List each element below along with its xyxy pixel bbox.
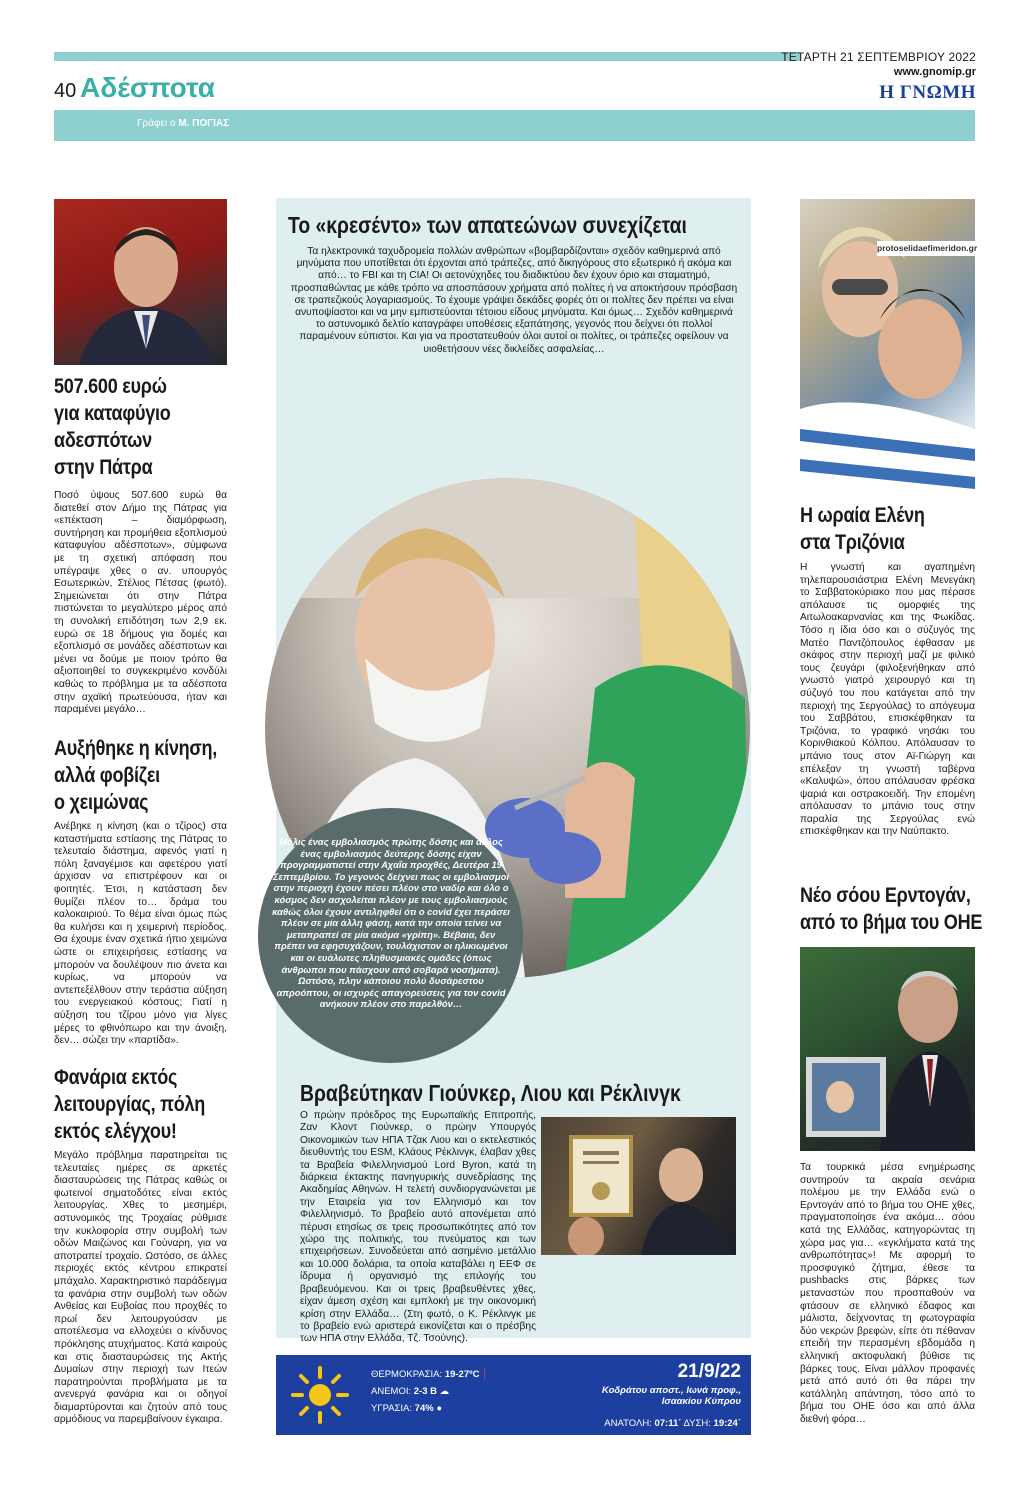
humidity-label: ΥΓΡΑΣΙΑ:: [371, 1403, 413, 1414]
stray-shelter-body: Ποσό ύψους 507.600 ευρώ θα διατεθεί στον Δήμο της Πάτρας για «επέκταση – διαμόρφωση, συντήρηση και προμήθεια εξοπλισμού καταφυγίου αδέσποτων», σύμφωνα με τη σχετική απόφαση που υπέγραψε χθες ο αν. υπουργός Εσωτερικών, Στέλιος Πέτσας (φωτό). Σημειώνεται ότι στην Πάτρα πιστώνεται το μεγαλύτερο μέρος από τη συνολική επιδότηση των 2,9 εκ. ευρώ σε 18 δήμους για δομές και εξοπλισμό σε μονάδες αδέσποτων και μένει να δούμε με ποιον τρόπο θα αξιοποιηθεί το συγκεκριμένο κονδύλι καθώς το πρόβλημα με τα αδέσποτα στην αχαϊκή πρωτεύουσα, ήταν και παραμένει μεγάλο…: [54, 490, 227, 716]
headline-line: 507.600 ευρώ: [54, 375, 167, 398]
awards-body-text: Ο πρώην πρόεδρος της Ευρωπαϊκής Επιτροπής, Ζαν Κλοντ Γιούνκερ, ο πρώην Υπουργός Οικονομικών των ΗΠΑ Τζακ Λιου και ο εκτελεστικός διευθυντής του ESM, Κλάους Ρέκλινγκ, έλαβαν χθες τα Βραβεία Φιλελληνισμού Lord Byron, κατά τη διάρκεια έκτακτης πανηγυρικής συνεδρίασης της Ακαδημίας Αθηνών. Η τελετή συνδιοργανώνεται με την Εταιρεία για τον Ελληνισμό και τον Φιλελληνισμό. Το βραβείο αυτό απονέμεται από πέρυσι ετησίως σε τρεις προσωπικότητες από τον χώρο της πολιτικής, του πνεύματος και των επιχειρήσεων. Συνοδεύεται από ασημένιο μετάλλιο και 10.000 δολάρια, τα οποία καταβάλει η ΕΕΦ σε ίδρυμα ή οργανισμό της επιλογής του βραβευόμενου. Και οι τρεις βραβευθέντες χθες, είχαν άμεση σχέση και εμπλοκή με την οικονομική κρίση στην Ελλάδα… (Στη φωτό, ο Κ. Ρέκλινγκ με το βραβείο ενώ αριστερά εικονίζεται και ο πρέσβης των ΗΠΑ στην Ελλάδα, Τζ. Τσούνης).: [300, 1110, 536, 1345]
scam-body: Τα ηλεκτρονικά ταχυδρομεία πολλών ανθρώπων «βομβαρδίζονται» σχεδόν καθημερινά από μηνύματα που υποτίθεται ότι έρχονται από τράπεζες, από δικηγόρους στο εξωτερικό ή ακόμα και από… το FBI και τη CIA! Οι αετονύχηδες του διαδικτύου δεν έχουν όριο και σταματημό, προσπαθώντας με κάθε τρόπο να αποσπάσουν χρήματα από πολίτες ή να αποκτήσουν πρόσβαση σε τραπεζικούς λογαριασμούς. Το έχουμε γράψει δεκάδες φορές ότι οι πολίτες δεν πρέπει να είναι ανυποψίαστοι και να μην εμπιστεύονται τέτοιου είδους μηνύματα. Και όμως… Σχεδόν καθημερινά το αστυνομικό δελτίο καταγράφει υποθέσεις εξαπάτησης, γεγονός που δείχνει ότι πολλοί παραμένουν εύπιστοι. Και για να προστατευθούν όλοι αυτοί οι πολίτες, οι τράπεζες οφείλουν να υιοθετήσουν νέες δικλείδες ασφαλείας…: [290, 246, 738, 355]
scam-headline: Το «κρεσέντο» των απατεώνων συνεχίζεται: [288, 212, 687, 238]
headline-line: εκτός ελέγχου!: [54, 1120, 177, 1143]
headline-line: στα Τριζόνια: [800, 531, 905, 554]
byline-author: Μ. ΠΟΓΙΑΣ: [178, 118, 230, 129]
section-title: Αδέσποτα: [80, 72, 215, 103]
temperature-value: 19-27ºC: [444, 1369, 480, 1380]
traffic-lights-body: Μεγάλο πρόβλημα παρατηρείται τις τελευταίες ημέρες σε αρκετές διασταυρώσεις της Πάτρας καθώς οι φωτεινοί σηματοδότες είναι εκτός λειτουργίας. Χθες το μεσημέρι, αστυνομικός της Τροχαίας ρύθμισε την κυκλοφορία στην συμβολή των οδών Μαιζώνος και Γούναρη, για να αποτραπεί τροχαίο. Ωστόσο, σε άλλες περιοχές εκτός κέντρου επικρατεί μπάχαλο. Χαρακτηριστικό παράδειγμα τα φανάρια στην συμβολή των οδών Ανθείας και Ευβοίας που προχθές το πρωί δεν λειτουργούσαν με αποτέλεσμα να ελλοχεύει ο κίνδυνος πρόκλησης ατυχήματος. Κατά καιρούς και στις διασταυρώσεις της Ακτής Δυμαίων στην περιοχή των Ιτεών παρατηρούνται προβλήματα με τα ανενεργά φανάρια και οι οδηγοί διαμαρτύρονται και ζητούν από τους αρμόδιους να παρεμβαίνουν έγκαιρα.: [54, 1150, 227, 1426]
traffic-body: Ανέβηκε η κίνηση (και ο τζίρος) στα καταστήματα εστίασης της Πάτρας το τελευταίο διάστημα, αφενός γιατί η πόλη ξαναγέμισε και αφετέρου γιατί άρχισαν να επιστρέφουν και οι φοιτητές. Έτσι, η κατάσταση δεν θυμίζει πλέον το… δράμα του καλοκαιριού. Το θέμα είναι όμως πώς θα κυλήσει και η χειμερινή περίοδος. Θα έχουμε έναν σχετικά ήπιο χειμώνα ώστε οι επιχειρήσεις εστίασης να μπορούν να δουλέψουν πιο άνετα και κυρίως, να μπορούν να αντεπεξέλθουν στην τεράστια αύξηση του ενεργειακού κόστους; Γιατί η αύξηση του τζίρου μόνο για λίγες μέρες το φθινόπωρο και την άνοιξη, δεν… σώζει την «παρτίδα».: [54, 821, 227, 1047]
erdogan-photo: [800, 947, 975, 1151]
issue-date: ΤΕΤΑΡΤΗ 21 ΣΕΠΤΕΜΒΡΙΟΥ 2022: [781, 50, 976, 64]
name-days-line: Ισαακίου Κύπρου: [661, 1396, 741, 1407]
headline-line: Αυξήθηκε η κίνηση,: [54, 737, 218, 760]
name-days: [602, 1385, 741, 1407]
thermometer-icon: │: [482, 1369, 489, 1380]
name-days-line: Κοδράτου αποστ., Ιωνά προφ.,: [601, 1385, 741, 1396]
headline-line: αδεσπότων: [54, 429, 152, 452]
vaccine-note-text: Μόλις ένας εμβολιασμός πρώτης δόσης και άλλος ένας εμβολιασμός δεύτερης δόσης είχαν προγραμματιστεί στην Αχαΐα προχθές, Δευτέρα 19 Σεπτεμβρίου. Το γεγονός δείχνει πως οι εμβολιασμοί στην περιοχή έχουν πέσει πλέον στο ναδίρ και όλο ο κόσμος δεν ασχολείται πλέον με τους εμβολιασμούς καθώς όλοι έχουν αντιληφθεί ότι ο covid έχει περάσει πλέον σε μία άλλη φάση, κατά την οποία τείνει να μεταπραπεί σε μία ακόμα «γρίπη». Βέβαια, δεν πρέπει να εφησυχάζουν, τουλάχιστον οι ηλικιωμένοι και οι ευάλωτες πληθυσμιακές ομάδες (όπως άνθρωποι που πάσχουν από σοβαρά νοσήματα). Ωστόσο, πλην κάποιου πολύ δυσάρεστου απροόπτου, οι ισχυρές απαγορεύσεις για τον covid ανήκουν πλέον στο παρελθόν…: [272, 836, 510, 1010]
petsas-photo: [54, 199, 227, 365]
humidity-value: 74%: [414, 1403, 434, 1414]
headline-line: στην Πάτρα: [54, 456, 153, 479]
traffic-headline: [54, 735, 235, 816]
meneghaki-body: Η γνωστή και αγαπημένη τηλεπαρουσιάστρια Ελένη Μενεγάκη το Σαββατοκύριακο που μας πέρασε απόλαυσε τις ομορφιές της Αιτωλοακαρνανίας και της Φωκίδας. Τόσο η ίδια όσο και ο σύζυγός της Ματέο Παντζόπουλος έφθασαν με σκάφος στην περιοχή μαζί με φιλικό τους ζευγάρι (φιλοξενήθηκαν από γνωστό γιατρό χειρουργό και τη σύζυγό του που κατάγεται από την περιοχή της Σεργούλας) το απόγευμα του Σαββάτου, επισκέφθηκαν τα Τριζόνια, το γραφικό νησάκι του Κορινθιακού Κόλπου. Απόλαυσαν το μπάνιο τους στον Αϊ-Γιώργη και επέλεξαν τη γνωστή ταβέρνα «Καλυψώ», όπου απόλαυσαν φρέσκα ψαριά και οστρακοειδή. Την επομένη απόλαυσαν το μπάνιο τους στην παραλία της Σεργούλας ενώ επισκέφθηκαν και την Ναύπακτο.: [800, 562, 975, 838]
temperature-row: [371, 1369, 488, 1380]
sunset-label: ΔΥΣΗ:: [683, 1418, 711, 1429]
newspaper-logo: Η ΓΝΩΜΗ: [879, 82, 976, 103]
regling-award-photo: [541, 1117, 736, 1255]
stray-shelter-headline: [54, 373, 226, 481]
temperature-label: ΘΕΡΜΟΚΡΑΣΙΑ:: [371, 1369, 443, 1380]
humidity-row: [371, 1403, 442, 1414]
erdogan-body: Τα τουρκικά μέσα ενημέρωσης συντηρούν τα ακραία σενάρια πολέμου με την Ελλάδα ενώ ο Ερντογάν από το βήμα του ΟΗΕ χθες, πραγματοποίησε ένα ακόμα… σόου κατά της Ελλάδας, κατηγορώντας τη χώρα μας για… «εγκλήματα κατά της ανθρωπότητας»! Με αφορμή το προσφυγικό ζήτημα, έθεσε τα pushbacks στις βάρκες των μεταναστών που προσπαθούν να φτάσουν σε ελληνικό έδαφος και μάλιστα, δείχνοντας τη φωτογραφία δύο νεκρών βρεφών, είπε ότι πέθαναν επειδή την περασμένη εβδομάδα η ελληνική ακτοφυλακή βύθισε τις βάρκες τους. Είναι μάλλον προφανές μετά από αυτό ότι θα πάρει την κατάλληλη απάντηση, τόσο από το βήμα του ΟΗΕ όσο και από άλλα διεθνή φόρα…: [800, 1162, 975, 1425]
headline-line: Φανάρια εκτός: [54, 1066, 178, 1089]
source-watermark: protoselidaefimeridon.gr: [877, 241, 975, 256]
headline-line: ο χειμώνας: [54, 791, 149, 814]
wind-value: 2-3 Β: [413, 1386, 437, 1397]
wind-row: [371, 1386, 449, 1397]
sunset-value: 19:24΄: [713, 1418, 741, 1429]
drop-icon: ●: [436, 1403, 443, 1414]
traffic-lights-headline: [54, 1064, 235, 1145]
headline-line: από το βήμα του ΟΗΕ: [800, 911, 983, 934]
awards-headline: Βραβεύτηκαν Γιούνκερ, Λιου και Ρέκλινγκ: [300, 1080, 681, 1106]
headline-line: αλλά φοβίζει: [54, 764, 160, 787]
headline-line: λειτουργίας, πόλη: [54, 1093, 206, 1116]
page-number: 40: [54, 80, 77, 102]
erdogan-headline: [800, 882, 982, 936]
sun-icon: [290, 1365, 350, 1425]
portrait-illustration: [54, 199, 227, 365]
wind-label: ΑΝΕΜΟΙ:: [371, 1386, 412, 1397]
byline: [137, 118, 229, 129]
website-link[interactable]: www.gnomip.gr: [893, 66, 976, 78]
weather-date: 21/9/22: [677, 1361, 741, 1382]
erdogan-illustration: [800, 947, 975, 1151]
awards-body: [300, 1110, 536, 1346]
award-illustration: [541, 1117, 736, 1255]
headline-line: Η ωραία Ελένη: [800, 504, 925, 527]
sun-times: [604, 1418, 741, 1429]
cloud-icon: ☁: [439, 1386, 450, 1397]
byline-prefix: Γράφει ο: [137, 118, 176, 129]
sunrise-value: 07:11΄: [654, 1418, 682, 1429]
meneghaki-headline: [800, 502, 981, 556]
weather-box: [276, 1355, 751, 1435]
headline-line: Νέο σόου Ερντογάν,: [800, 884, 971, 907]
top-accent-bar: [54, 52, 800, 61]
headline-line: για καταφύγιο: [54, 402, 171, 425]
sunrise-label: ΑΝΑΤΟΛΗ:: [604, 1418, 652, 1429]
